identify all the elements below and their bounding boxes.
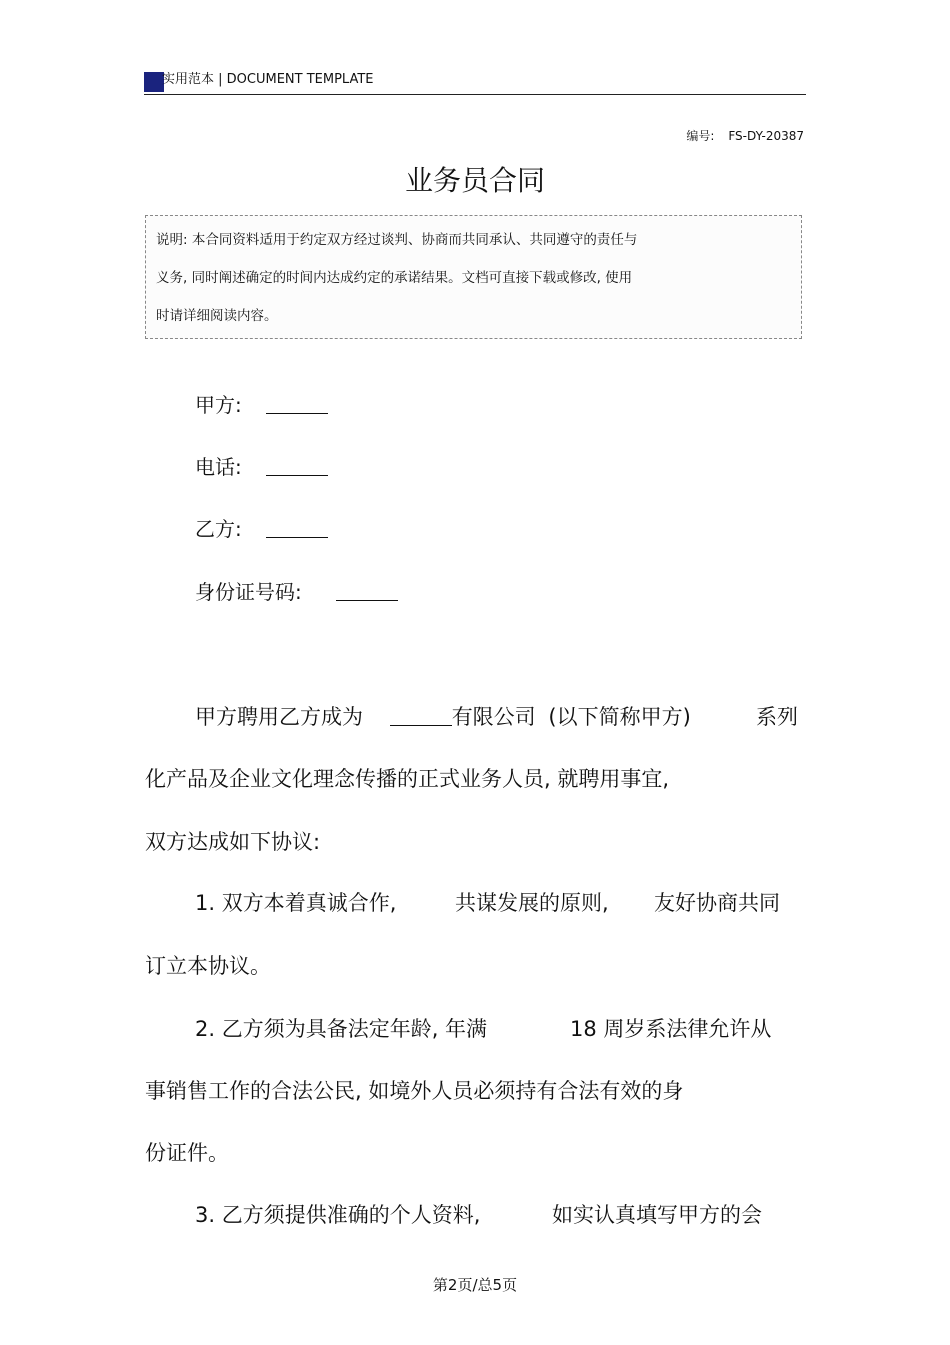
page-header: [144, 68, 806, 95]
field-phone: [195, 453, 328, 481]
fill-blank[interactable]: [390, 705, 452, 726]
document-number: [686, 127, 804, 144]
fill-blank[interactable]: [266, 517, 328, 538]
clause-line: 友好协商共同: [654, 891, 780, 915]
clause-line: 共谋发展的原则,: [455, 891, 609, 915]
document-number-value: FS-DY-20387: [728, 129, 804, 143]
clause-line: 18 周岁系法律允许从: [570, 1017, 772, 1041]
field-id-number: [195, 578, 398, 606]
document-title: 业务员合同: [404, 164, 545, 197]
text-segment: 甲方聘用乙方成为: [195, 705, 363, 729]
field-party-a: [195, 391, 328, 419]
description-line: 时请详细阅读内容。: [156, 308, 278, 324]
logo-icon: [144, 72, 164, 92]
description-line: 说明: 本合同资料适用于约定双方经过谈判、协商而共同承认、共同遵守的责任与: [156, 232, 638, 248]
document-number-label: 编号:: [686, 129, 715, 143]
clause-line: 3. 乙方须提供准确的个人资料,: [195, 1203, 481, 1227]
text-segment: (以下简称甲方): [548, 705, 691, 729]
field-label: 电话:: [195, 455, 242, 479]
field-label: 乙方:: [195, 517, 242, 541]
text-segment: 系列: [756, 705, 798, 729]
fill-blank[interactable]: [336, 580, 398, 601]
clause-line: 2. 乙方须为具备法定年龄, 年满: [195, 1017, 488, 1041]
clause-line: 订立本协议。: [145, 954, 271, 978]
field-label: 甲方:: [195, 393, 242, 417]
clause-line: 如实认真填写甲方的会: [552, 1203, 762, 1227]
header-text: 实用范本 | DOCUMENT TEMPLATE: [162, 72, 374, 87]
paragraph-line: 双方达成如下协议:: [145, 830, 321, 854]
paragraph-line: 化产品及企业文化理念传播的正式业务人员, 就聘用事宜,: [145, 767, 670, 791]
description-box: [145, 215, 802, 339]
field-party-b: [195, 515, 328, 543]
clause-line: 份证件。: [145, 1141, 229, 1165]
page-footer: 第2页/总5页: [432, 1276, 518, 1294]
text-segment: 有限公司: [451, 705, 536, 729]
description-line: 义务, 同时阐述确定的时间内达成约定的承诺结果。文档可直接下载或修改, 使用: [156, 270, 633, 286]
paragraph-line: [195, 702, 691, 732]
clause-line: 1. 双方本着真诚合作,: [195, 891, 397, 915]
fill-blank[interactable]: [266, 455, 328, 476]
fill-blank[interactable]: [266, 393, 328, 414]
clause-line: 事销售工作的合法公民, 如境外人员必须持有合法有效的身: [145, 1079, 684, 1103]
field-label: 身份证号码:: [195, 580, 302, 604]
